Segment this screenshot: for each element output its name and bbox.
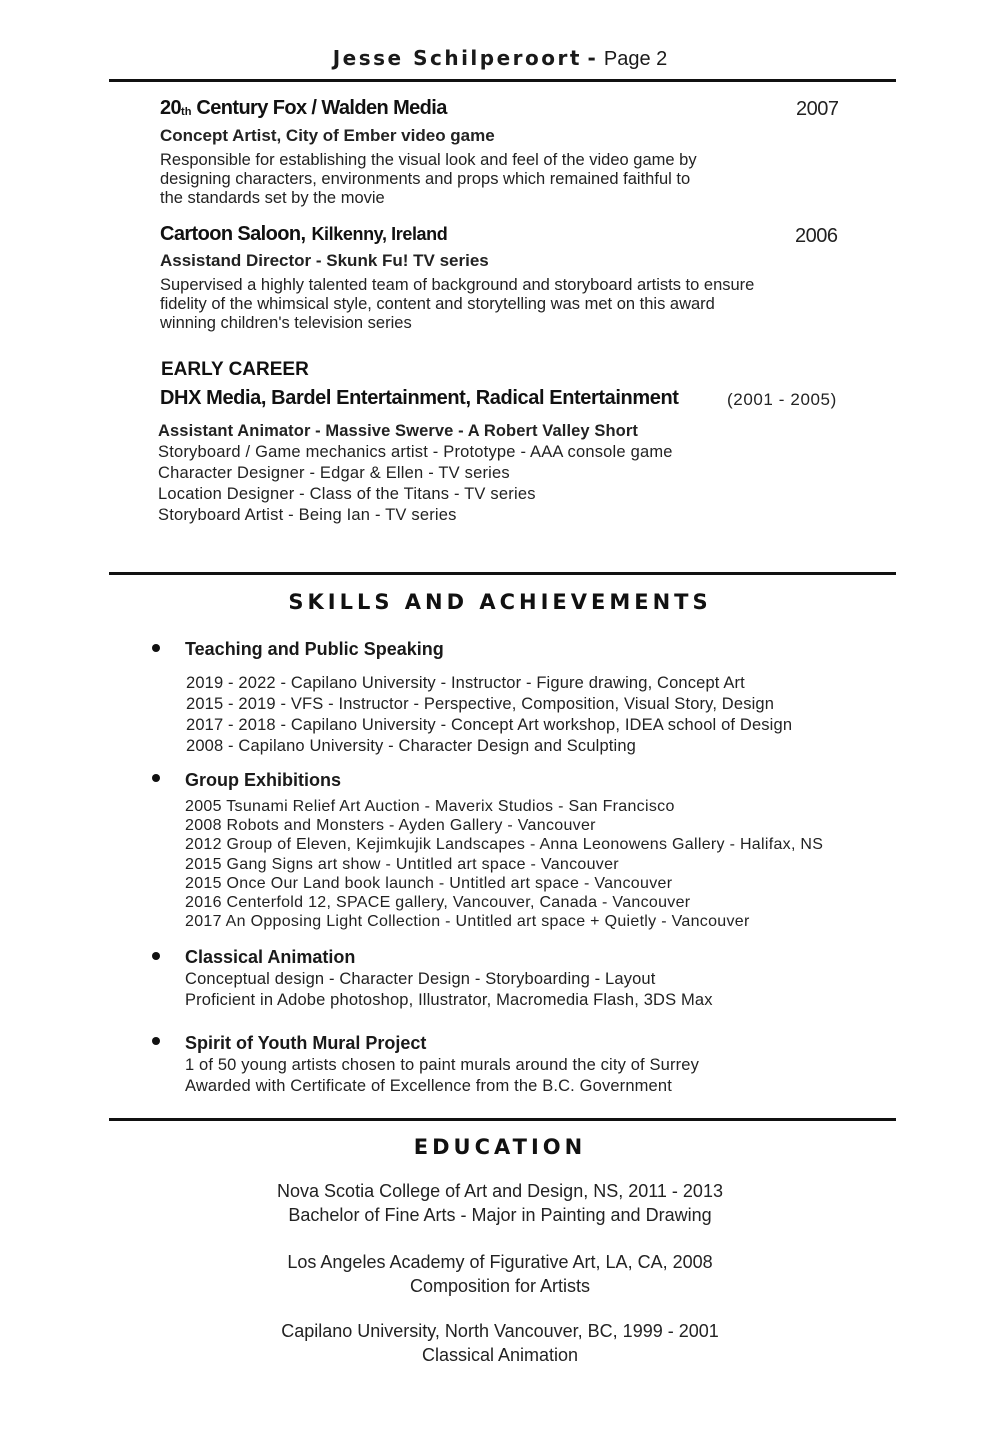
skill-line: 2005 Tsunami Relief Art Auction - Maverix Studios - San Francisco — [185, 798, 675, 815]
early-career-heading: EARLY CAREER — [161, 359, 309, 380]
skill-line: 2008 Robots and Monsters - Ayden Gallery - Vancouver — [185, 817, 596, 835]
page-header — [0, 46, 1000, 71]
section-rule — [109, 572, 896, 575]
skill-line: 2015 Gang Signs art show - Untitled art space - Vancouver — [185, 855, 619, 873]
bullet-icon — [152, 952, 160, 960]
skill-line: 2015 - 2019 - VFS - Instructor - Perspective, Composition, Visual Story, Design — [186, 695, 775, 713]
job-company — [160, 97, 447, 120]
early-career-years: (2001 - 2005) — [727, 390, 837, 409]
company-name-superscript: th — [181, 106, 192, 118]
list-item: Location Designer - Class of the Titans - TV series — [158, 485, 536, 503]
skill-group-lines — [185, 969, 713, 1011]
education-entry — [0, 1320, 1000, 1367]
skill-line: Proficient in Adobe photoshop, Illustrator, Macromedia Flash, 3DS Max — [185, 991, 713, 1009]
skill-line: 2016 Centerfold 12, SPACE gallery, Vancouver, Canada - Vancouver — [185, 894, 691, 912]
job-year: 2006 — [795, 225, 838, 247]
company-name: Cartoon Saloon, — [160, 223, 306, 245]
description-line: designing characters, environments and props which remained faithful to — [160, 170, 691, 188]
skill-group-title: Teaching and Public Speaking — [185, 639, 444, 659]
education-entry — [0, 1180, 1000, 1227]
description-line: Responsible for establishing the visual look and feel of the video game by — [160, 151, 697, 169]
list-item: Character Designer - Edgar & Ellen - TV series — [158, 464, 510, 482]
description-line: the standards set by the movie — [160, 189, 385, 207]
education-program: Bachelor of Fine Arts - Major in Painting and Drawing — [288, 1204, 712, 1225]
skill-line: Awarded with Certificate of Excellence from the B.C. Government — [185, 1077, 672, 1095]
bullet-icon — [152, 774, 160, 782]
job-year: 2007 — [796, 98, 839, 120]
header-separator: - — [587, 46, 599, 70]
list-item: Assistant Animator - Massive Swerve - A Robert Valley Short — [158, 422, 638, 440]
education-program: Classical Animation — [421, 1344, 579, 1365]
early-career-companies: DHX Media, Bardel Entertainment, Radical Entertainment — [160, 387, 679, 409]
education-program: Composition for Artists — [409, 1275, 591, 1296]
company-name-part: Century Fox / Walden Media — [191, 97, 447, 119]
education-school: Capilano University, North Vancouver, BC, 1999 - 2001 — [281, 1321, 719, 1341]
job-role: Concept Artist, City of Ember video game — [160, 126, 495, 145]
skill-group-lines — [186, 673, 792, 757]
job-description — [160, 276, 754, 333]
skill-group-lines — [185, 1055, 699, 1097]
page-number: Page 2 — [603, 48, 668, 70]
section-rule — [109, 1118, 896, 1121]
skill-group-title: Classical Animation — [185, 947, 356, 967]
skill-line: 2017 - 2018 - Capilano University - Concept Art workshop, IDEA school of Design — [186, 716, 793, 734]
skill-line: 2019 - 2022 - Capilano University - Instructor - Figure drawing, Concept Art — [186, 674, 745, 692]
skill-line: 2015 Once Our Land book launch - Untitled art space - Vancouver — [185, 874, 673, 892]
skill-group-title: Spirit of Youth Mural Project — [185, 1033, 427, 1053]
header-rule — [109, 79, 896, 82]
early-career-list — [158, 421, 673, 526]
job-role: Assistand Director - Skunk Fu! TV series — [160, 251, 489, 270]
skill-group-title: Group Exhibitions — [185, 770, 341, 790]
list-item: Storyboard Artist - Being Ian - TV series — [158, 506, 457, 524]
skill-line: 2017 An Opposing Light Collection - Untitled art space + Quietly - Vancouver — [185, 913, 750, 931]
bullet-icon — [152, 1037, 160, 1045]
list-item: Storyboard / Game mechanics artist - Prototype - AAA console game — [158, 443, 673, 461]
education-heading: EDUCATION — [413, 1135, 587, 1159]
description-line: Supervised a highly talented team of background and storyboard artists to ensure — [160, 276, 755, 294]
skills-heading: SKILLS AND ACHIEVEMENTS — [288, 590, 712, 614]
description-line: fidelity of the whimsical style, content and storytelling was met on this award — [160, 295, 715, 313]
bullet-icon — [152, 644, 160, 652]
education-school: Nova Scotia College of Art and Design, NS, 2011 - 2013 — [277, 1181, 723, 1201]
skill-line: 2008 - Capilano University - Character Design and Sculpting — [186, 737, 636, 755]
company-location: Kilkenny, Ireland — [311, 224, 448, 244]
resume-name: Jesse Schilperoort — [332, 46, 582, 70]
education-entry — [0, 1251, 1000, 1298]
skill-line: Conceptual design - Character Design - Storyboarding - Layout — [185, 970, 656, 988]
job-description — [160, 151, 697, 208]
description-line: winning children's television series — [160, 314, 412, 332]
skill-line: 2012 Group of Eleven, Kejimkujik Landscapes - Anna Leonowens Gallery - Halifax, NS — [185, 836, 824, 854]
education-school: Los Angeles Academy of Figurative Art, LA, CA, 2008 — [287, 1252, 713, 1272]
skill-line: 1 of 50 young artists chosen to paint murals around the city of Surrey — [185, 1056, 700, 1074]
skill-group-lines — [185, 797, 823, 931]
company-name-part: 20 — [160, 97, 182, 119]
job-company — [160, 223, 447, 246]
